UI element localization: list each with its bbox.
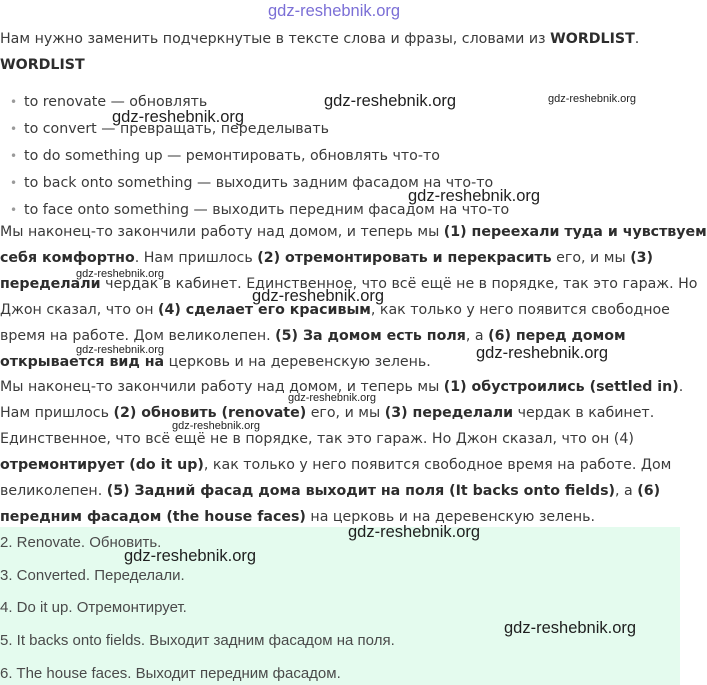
text-line: передним фасадом (the house faces) на церковь и на деревенскую зелень. [0, 509, 596, 525]
wordlist-item: to do something up — ремонтировать, обновлять что-то [24, 148, 440, 164]
text-line: переделали чердак в кабинет. Единственное, что всё ещё не в порядке, так это гараж. Но [0, 276, 698, 292]
watermark: gdz-reshebnik.org [124, 547, 257, 565]
text-line: Единственное, что всё ещё не в порядке, так это гараж. Но Джон сказал, что он (4) [0, 431, 634, 447]
watermark: gdz-reshebnik.org [504, 619, 637, 637]
text-line: открывается вид на церковь и на деревенскую зелень. [0, 354, 431, 370]
answer-item: 2. Renovate. Обновить. [0, 534, 162, 551]
bullet-icon: • [10, 95, 18, 109]
answer-item: 6. The house faces. Выходит передним фасадом. [0, 665, 341, 682]
answer-item: 5. It backs onto fields. Выходит задним фасадом на поля. [0, 632, 395, 649]
answer-item: 3. Converted. Переделали. [0, 567, 185, 584]
watermark-header: gdz-reshebnik.org [268, 2, 401, 20]
watermark: gdz-reshebnik.org [76, 344, 165, 356]
watermark: gdz-reshebnik.org [252, 287, 385, 305]
text-line: себя комфортно. Нам пришлось (2) отремонтировать и перекрасить его, и мы (3) [0, 250, 654, 266]
bullet-icon: • [10, 176, 18, 190]
text-line: Нам пришлось (2) обновить (renovate) его, и мы (3) переделали чердак в кабинет. [0, 405, 655, 421]
watermark: gdz-reshebnik.org [112, 108, 245, 126]
watermark: gdz-reshebnik.org [172, 420, 261, 432]
watermark: gdz-reshebnik.org [76, 268, 165, 280]
text-line: отремонтирует (do it up), как только у него появится свободное время на работе. Дом [0, 457, 672, 473]
wordlist-item: to back onto something — выходить задним фасадом на что-то [24, 175, 494, 191]
wordlist-item: to renovate — обновлять [24, 94, 208, 110]
bullet-icon: • [10, 203, 18, 217]
bullet-icon: • [10, 122, 18, 136]
watermark: gdz-reshebnik.org [548, 93, 637, 105]
answer-item: 4. Do it up. Отремонтирует. [0, 599, 187, 616]
bullet-icon: • [10, 149, 18, 163]
text-line: великолепен. (5) Задний фасад дома выходит на поля (It backs onto fields), а (6) [0, 483, 661, 499]
task-intro: Нам нужно заменить подчеркнутые в тексте слова и фразы, словами из WORDLIST. [0, 31, 640, 47]
watermark: gdz-reshebnik.org [476, 344, 609, 362]
text-line: Джон сказал, что он (4) сделает его красивым, как только у него появится свободное [0, 302, 670, 318]
text-line: Мы наконец-то закончили работу над домом, и теперь мы (1) обустроились (settled in). [0, 379, 684, 395]
watermark: gdz-reshebnik.org [324, 92, 457, 110]
text-line: Мы наконец-то закончили работу над домом, и теперь мы (1) переехали туда и чувствуем [0, 224, 707, 240]
wordlist-item: to convert — превращать, переделывать [24, 121, 329, 137]
watermark: gdz-reshebnik.org [408, 187, 541, 205]
watermark: gdz-reshebnik.org [288, 392, 377, 404]
text-line: время на работе. Дом великолепен. (5) За домом есть поля, а (6) перед домом [0, 328, 626, 344]
wordlist-heading: WORDLIST [0, 57, 85, 73]
wordlist-item: to face onto something — выходить передним фасадом на что-то [24, 202, 510, 218]
watermark: gdz-reshebnik.org [348, 523, 481, 541]
